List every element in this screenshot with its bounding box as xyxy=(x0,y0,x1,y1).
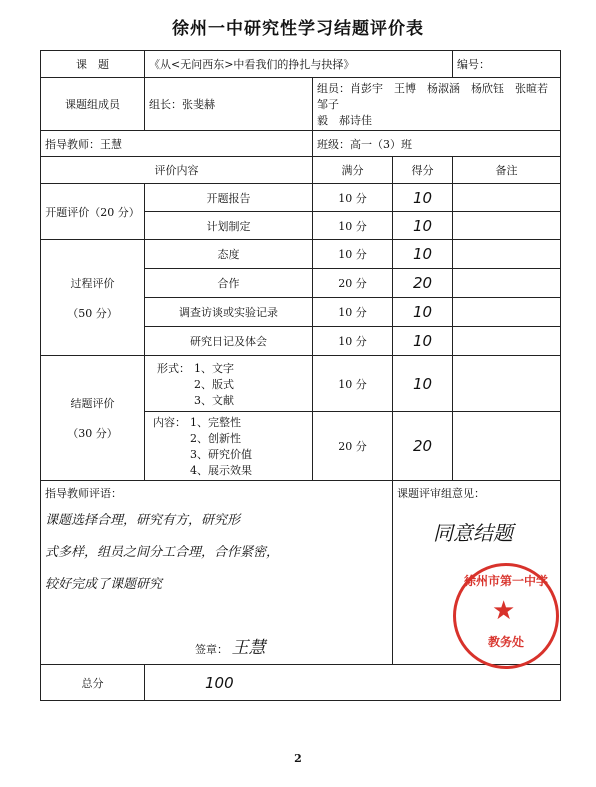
group-members xyxy=(313,78,561,131)
full-score: 10 分 xyxy=(313,327,393,356)
panel-opinion-label: 课题评审组意见： xyxy=(397,487,485,500)
score-value: 10 xyxy=(393,298,453,327)
content-item: 4、展示效果 xyxy=(190,464,252,477)
remark-cell xyxy=(453,356,561,412)
form-item: 2、版式 xyxy=(194,377,234,391)
comment-line: 课题选择合理，研究有方，研究形 xyxy=(45,513,241,528)
panel-opinion: 同意结题 xyxy=(433,521,513,545)
members-line-2: 毅 郝诗佳 xyxy=(317,114,372,127)
group-leader: 组长：张斐赫 xyxy=(145,78,313,131)
process-item: 态度 xyxy=(145,240,313,269)
signature-area xyxy=(195,633,266,658)
score-value: 10 xyxy=(393,184,453,212)
class-name: 班级：高一（3）班 xyxy=(313,131,561,157)
content-item: 1、完整性 xyxy=(190,416,241,429)
process-label-points: （50 分） xyxy=(67,306,118,320)
form-item: 1、文字 xyxy=(194,361,234,375)
comment-line: 较好完成了课题研究 xyxy=(45,577,163,592)
col-full: 满分 xyxy=(313,157,393,184)
panel-opinion-cell xyxy=(393,481,561,665)
stamp-ring-text: 徐州市第一中学 xyxy=(463,574,548,588)
page-number: 2 xyxy=(294,752,302,765)
col-score: 得分 xyxy=(393,157,453,184)
comment-line: 式多样，组员之间分工合理，合作紧密， xyxy=(45,545,280,560)
form-item: 3、文献 xyxy=(194,393,234,407)
final-label-title: 结题评价 xyxy=(70,397,115,410)
full-score: 20 分 xyxy=(313,269,393,298)
remark-cell xyxy=(453,412,561,481)
signature-label: 签章： xyxy=(195,643,228,656)
form-items xyxy=(194,360,234,408)
total-label: 总分 xyxy=(41,665,145,701)
official-stamp xyxy=(453,563,559,669)
final-label xyxy=(41,356,145,481)
score-value: 10 xyxy=(393,327,453,356)
page-title: 徐州一中研究性学习结题评价表 xyxy=(172,19,424,39)
remark-cell xyxy=(453,184,561,212)
full-score: 10 分 xyxy=(313,184,393,212)
final-content-cell xyxy=(145,412,313,481)
members-line-1: 组员：肖彭宇 王博 杨淑涵 杨欣钰 张暄若 邹子 xyxy=(317,82,559,111)
score-value: 10 xyxy=(393,240,453,269)
teacher-comment-cell xyxy=(41,481,393,665)
full-score: 10 分 xyxy=(313,212,393,240)
score-value: 20 xyxy=(393,269,453,298)
opening-item: 计划制定 xyxy=(145,212,313,240)
content-item: 3、研究价值 xyxy=(190,448,252,461)
remark-cell xyxy=(453,327,561,356)
group-label: 课题组成员 xyxy=(41,78,145,131)
star-icon: ★ xyxy=(492,596,516,626)
evaluation-table xyxy=(40,50,561,701)
remark-cell xyxy=(453,212,561,240)
content-title: 内容： xyxy=(153,416,186,429)
process-label-title: 过程评价 xyxy=(70,276,115,290)
remark-cell xyxy=(453,240,561,269)
col-content: 评价内容 xyxy=(41,157,313,184)
final-label-points: （30 分） xyxy=(67,427,118,440)
full-score: 10 分 xyxy=(313,356,393,412)
full-score: 20 分 xyxy=(313,412,393,481)
teacher-comment xyxy=(45,505,388,601)
content-item: 2、创新性 xyxy=(190,432,241,445)
remark-cell xyxy=(453,269,561,298)
score-value: 20 xyxy=(393,412,453,481)
full-score: 10 分 xyxy=(313,240,393,269)
signature: 王慧 xyxy=(231,638,266,658)
content-items xyxy=(190,414,252,478)
col-remark: 备注 xyxy=(453,157,561,184)
form-list xyxy=(149,360,234,408)
final-form-cell xyxy=(145,356,313,412)
teacher-comment-label: 指导教师评语： xyxy=(45,487,122,500)
form-title: 形式： xyxy=(157,361,190,375)
process-item: 调查访谈或实验记录 xyxy=(145,298,313,327)
opening-label: 开题评价（20 分） xyxy=(41,184,145,240)
number-label: 编号： xyxy=(453,51,561,78)
advisor-name: 指导教师：王慧 xyxy=(41,131,313,157)
process-label xyxy=(41,240,145,356)
score-value: 10 xyxy=(393,212,453,240)
remark-cell xyxy=(453,298,561,327)
total-value: 100 xyxy=(145,665,561,701)
topic-label: 课 题 xyxy=(41,51,145,78)
score-value: 10 xyxy=(393,356,453,412)
process-item: 合作 xyxy=(145,269,313,298)
process-item: 研究日记及体会 xyxy=(145,327,313,356)
content-list xyxy=(149,414,252,478)
topic-value: 《从<无问西东>中看我们的挣扎与抉择》 xyxy=(145,51,453,78)
full-score: 10 分 xyxy=(313,298,393,327)
stamp-bottom-text: 教务处 xyxy=(487,635,524,649)
opening-item: 开题报告 xyxy=(145,184,313,212)
